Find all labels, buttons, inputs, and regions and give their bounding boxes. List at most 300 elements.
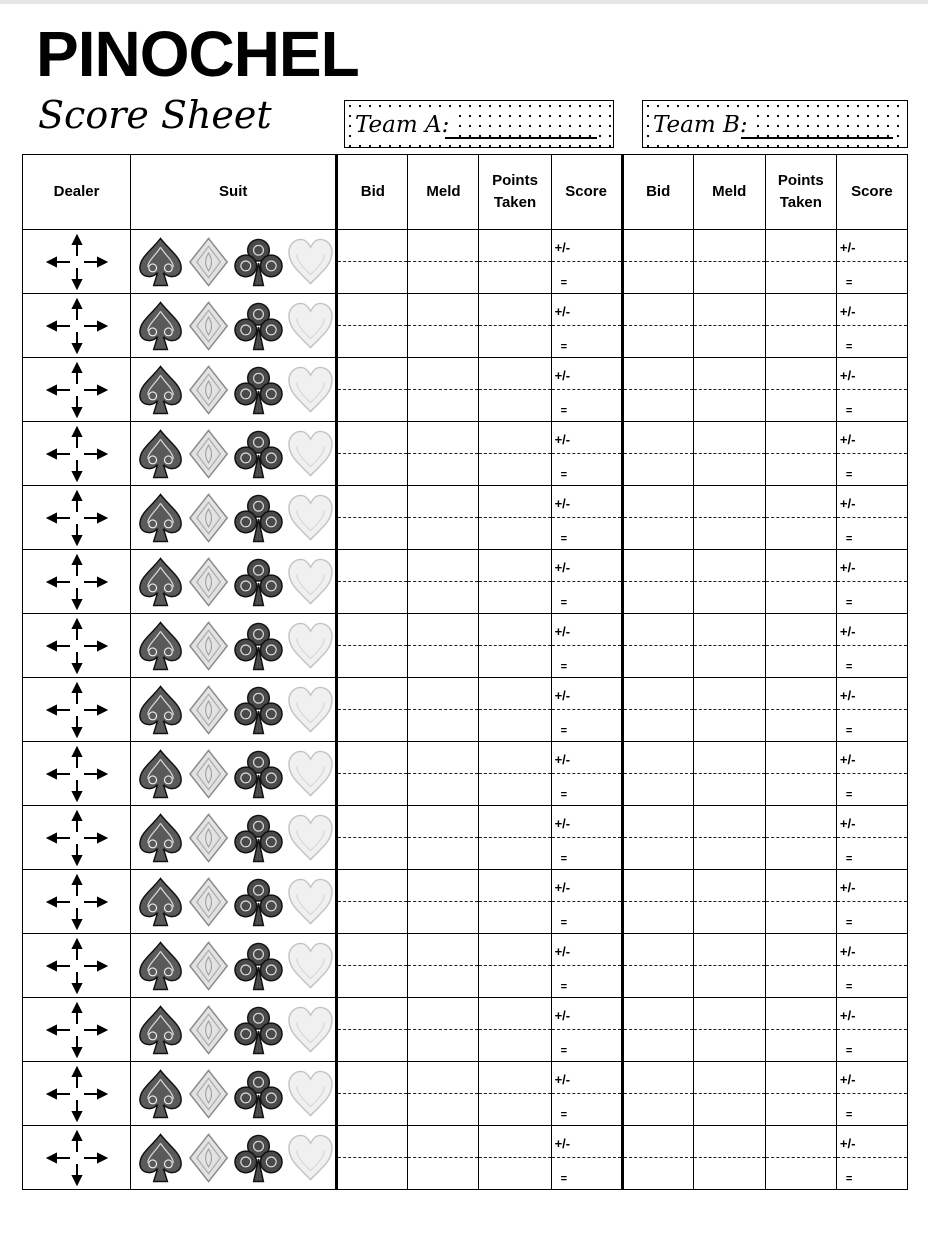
- plus-minus-label: +/-: [839, 880, 856, 895]
- col-suit: Suit: [131, 155, 337, 230]
- team-b-label: Team B:: [653, 112, 748, 138]
- dashed-divider: [552, 837, 621, 838]
- dashed-divider: [479, 453, 550, 454]
- team-b-meld-cell[interactable]: [693, 742, 765, 806]
- dashed-divider: [624, 389, 693, 390]
- col-team-a-bid: Bid: [337, 155, 408, 230]
- team-a-meld-cell[interactable]: [408, 614, 479, 678]
- table-row: [23, 742, 908, 806]
- team-a-meld-cell[interactable]: [408, 934, 479, 998]
- equals-label: =: [845, 917, 853, 929]
- team-b-meld-cell[interactable]: [693, 614, 765, 678]
- dealer-arrows-icon: [23, 426, 130, 482]
- team-b-points-taken-cell[interactable]: [765, 806, 836, 870]
- team-b-points-taken-cell[interactable]: [765, 230, 836, 294]
- suit-icons: [131, 294, 335, 357]
- team-b-points-taken-cell[interactable]: [765, 1062, 836, 1126]
- dashed-divider: [479, 773, 550, 774]
- team-b-meld-cell[interactable]: [693, 934, 765, 998]
- plus-minus-label: +/-: [554, 752, 571, 767]
- team-b-points-taken-cell[interactable]: [765, 550, 836, 614]
- dashed-divider: [694, 645, 765, 646]
- team-a-meld-cell[interactable]: [408, 806, 479, 870]
- dashed-divider: [837, 837, 907, 838]
- team-b-points-taken-cell[interactable]: [765, 422, 836, 486]
- team-a-bid-cell[interactable]: [337, 614, 408, 678]
- dealer-cell[interactable]: [23, 1062, 131, 1126]
- team-a-score-cell[interactable]: [551, 614, 622, 678]
- team-b-bid-cell[interactable]: [622, 1126, 693, 1190]
- club-icon: [233, 875, 284, 929]
- dealer-arrows-icon: [23, 554, 130, 610]
- dashed-divider: [624, 645, 693, 646]
- team-a-score-cell[interactable]: [551, 422, 622, 486]
- equals-label: =: [845, 533, 853, 545]
- team-a-score-cell[interactable]: [551, 1062, 622, 1126]
- dealer-cell[interactable]: [23, 358, 131, 422]
- team-a-meld-cell[interactable]: [408, 1126, 479, 1190]
- team-b-box: [642, 100, 908, 148]
- team-a-bid-cell[interactable]: [337, 742, 408, 806]
- dealer-cell[interactable]: [23, 550, 131, 614]
- team-b-points-taken-cell[interactable]: [765, 358, 836, 422]
- team-a-score-cell[interactable]: [551, 998, 622, 1062]
- spade-icon: [137, 555, 184, 609]
- team-b-score-cell[interactable]: [836, 870, 907, 934]
- plus-minus-label: +/-: [839, 688, 856, 703]
- team-b-score-cell[interactable]: [836, 294, 907, 358]
- dealer-cell[interactable]: [23, 934, 131, 998]
- diamond-icon: [186, 555, 231, 609]
- dashed-divider: [338, 517, 407, 518]
- dashed-divider: [479, 837, 550, 838]
- spade-icon: [137, 747, 184, 801]
- spade-icon: [137, 299, 184, 353]
- dashed-divider: [837, 325, 907, 326]
- team-a-score-cell[interactable]: [551, 742, 622, 806]
- team-b-meld-cell[interactable]: [693, 870, 765, 934]
- team-b-points-taken-cell[interactable]: [765, 1126, 836, 1190]
- col-team-b-meld: Meld: [693, 155, 765, 230]
- dashed-divider: [624, 709, 693, 710]
- spade-icon: [137, 1131, 184, 1185]
- team-b-bid-cell[interactable]: [622, 230, 693, 294]
- team-a-bid-cell[interactable]: [337, 934, 408, 998]
- diamond-icon: [186, 875, 231, 929]
- team-a-points-taken-cell[interactable]: [479, 1126, 551, 1190]
- team-a-label: Team A:: [355, 112, 450, 138]
- diamond-icon: [186, 683, 231, 737]
- dashed-divider: [408, 773, 478, 774]
- club-icon: [233, 1067, 284, 1121]
- team-b-bid-cell[interactable]: [622, 934, 693, 998]
- team-a-bid-cell[interactable]: [337, 422, 408, 486]
- suit-cell[interactable]: [131, 870, 337, 934]
- team-a-name-field[interactable]: [445, 137, 597, 139]
- dashed-divider: [408, 1029, 478, 1030]
- team-b-score-cell[interactable]: [836, 614, 907, 678]
- team-b-points-taken-cell[interactable]: [765, 614, 836, 678]
- spade-icon: [137, 939, 184, 993]
- dashed-divider: [837, 773, 907, 774]
- team-b-score-cell[interactable]: [836, 486, 907, 550]
- plus-minus-label: +/-: [839, 560, 856, 575]
- team-a-meld-cell[interactable]: [408, 550, 479, 614]
- team-b-meld-cell[interactable]: [693, 422, 765, 486]
- col-team-a-meld: Meld: [408, 155, 479, 230]
- dealer-arrows-icon: [23, 490, 130, 546]
- team-a-bid-cell[interactable]: [337, 550, 408, 614]
- team-a-points-taken-cell[interactable]: [479, 678, 551, 742]
- suit-cell[interactable]: [131, 1062, 337, 1126]
- team-a-meld-cell[interactable]: [408, 358, 479, 422]
- dashed-divider: [552, 709, 621, 710]
- dashed-divider: [837, 1157, 907, 1158]
- equals-label: =: [845, 725, 853, 737]
- equals-label: =: [845, 1045, 853, 1057]
- dealer-cell[interactable]: [23, 742, 131, 806]
- plus-minus-label: +/-: [554, 432, 571, 447]
- heart-icon: [286, 1131, 335, 1185]
- suit-cell[interactable]: [131, 358, 337, 422]
- suit-cell[interactable]: [131, 742, 337, 806]
- team-a-score-cell[interactable]: [551, 678, 622, 742]
- table-row: [23, 998, 908, 1062]
- team-a-bid-cell[interactable]: [337, 230, 408, 294]
- heart-icon: [286, 939, 335, 993]
- dashed-divider: [479, 709, 550, 710]
- header-row: [23, 155, 908, 230]
- team-a-points-taken-cell[interactable]: [479, 230, 551, 294]
- equals-label: =: [560, 917, 567, 929]
- diamond-icon: [186, 1003, 231, 1057]
- spade-icon: [137, 1067, 184, 1121]
- dealer-cell[interactable]: [23, 486, 131, 550]
- heart-icon: [286, 619, 335, 673]
- dashed-divider: [552, 965, 621, 966]
- table-row: [23, 486, 908, 550]
- dealer-arrows-icon: [23, 746, 130, 802]
- dashed-divider: [552, 1157, 621, 1158]
- col-team-b-points-taken: Points Taken: [765, 155, 836, 230]
- equals-label: =: [845, 341, 853, 353]
- team-a-score-cell[interactable]: [551, 358, 622, 422]
- team-a-meld-cell[interactable]: [408, 870, 479, 934]
- dashed-divider: [338, 581, 407, 582]
- team-b-bid-cell[interactable]: [622, 550, 693, 614]
- heart-icon: [286, 491, 335, 545]
- dashed-divider: [837, 965, 907, 966]
- equals-label: =: [845, 469, 853, 481]
- team-b-score-cell[interactable]: [836, 998, 907, 1062]
- dashed-divider: [408, 325, 478, 326]
- team-a-meld-cell[interactable]: [408, 742, 479, 806]
- dashed-divider: [338, 645, 407, 646]
- team-a-meld-cell[interactable]: [408, 1062, 479, 1126]
- plus-minus-label: +/-: [839, 816, 856, 831]
- dealer-cell[interactable]: [23, 294, 131, 358]
- plus-minus-label: +/-: [554, 816, 571, 831]
- equals-label: =: [560, 1173, 567, 1185]
- dashed-divider: [479, 1093, 550, 1094]
- suit-cell[interactable]: [131, 422, 337, 486]
- heart-icon: [286, 363, 335, 417]
- equals-label: =: [560, 469, 567, 481]
- dashed-divider: [694, 965, 765, 966]
- team-a-score-cell[interactable]: [551, 550, 622, 614]
- team-b-meld-cell[interactable]: [693, 806, 765, 870]
- team-a-bid-cell[interactable]: [337, 1126, 408, 1190]
- team-b-score-cell[interactable]: [836, 358, 907, 422]
- suit-cell[interactable]: [131, 550, 337, 614]
- dealer-arrows-icon: [23, 938, 130, 994]
- dashed-divider: [766, 901, 836, 902]
- team-b-meld-cell[interactable]: [693, 294, 765, 358]
- heart-icon: [286, 747, 335, 801]
- dashed-divider: [479, 325, 550, 326]
- col-team-a-points-taken: Points Taken: [479, 155, 551, 230]
- plus-minus-label: +/-: [554, 944, 571, 959]
- dashed-divider: [552, 773, 621, 774]
- club-icon: [233, 1003, 284, 1057]
- dashed-divider: [624, 1157, 693, 1158]
- dealer-arrows-icon: [23, 1002, 130, 1058]
- spade-icon: [137, 363, 184, 417]
- suit-cell[interactable]: [131, 998, 337, 1062]
- suit-cell[interactable]: [131, 934, 337, 998]
- equals-label: =: [845, 277, 853, 289]
- team-b-score-cell[interactable]: [836, 230, 907, 294]
- plus-minus-label: +/-: [839, 368, 856, 383]
- team-a-points-taken-cell[interactable]: [479, 422, 551, 486]
- equals-label: =: [845, 789, 853, 801]
- suit-cell[interactable]: [131, 806, 337, 870]
- dashed-divider: [766, 1029, 836, 1030]
- team-b-score-cell[interactable]: [836, 806, 907, 870]
- heart-icon: [286, 299, 335, 353]
- heart-icon: [286, 1003, 335, 1057]
- dashed-divider: [694, 773, 765, 774]
- team-b-score-cell[interactable]: [836, 678, 907, 742]
- team-a-bid-cell[interactable]: [337, 870, 408, 934]
- suit-cell[interactable]: [131, 614, 337, 678]
- team-b-bid-cell[interactable]: [622, 614, 693, 678]
- team-b-meld-cell[interactable]: [693, 358, 765, 422]
- dashed-divider: [694, 517, 765, 518]
- dashed-divider: [479, 261, 550, 262]
- equals-label: =: [845, 405, 853, 417]
- dashed-divider: [408, 837, 478, 838]
- dealer-arrows-icon: [23, 362, 130, 418]
- dashed-divider: [552, 1093, 621, 1094]
- team-a-score-cell[interactable]: [551, 1126, 622, 1190]
- team-b-bid-cell[interactable]: [622, 1062, 693, 1126]
- team-a-bid-cell[interactable]: [337, 294, 408, 358]
- plus-minus-label: +/-: [554, 304, 571, 319]
- dashed-divider: [338, 709, 407, 710]
- dashed-divider: [552, 517, 621, 518]
- team-a-points-taken-cell[interactable]: [479, 550, 551, 614]
- team-a-bid-cell[interactable]: [337, 678, 408, 742]
- suit-cell[interactable]: [131, 678, 337, 742]
- suit-icons: [131, 678, 335, 741]
- equals-label: =: [560, 981, 567, 993]
- team-b-score-cell[interactable]: [836, 1126, 907, 1190]
- suit-cell[interactable]: [131, 1126, 337, 1190]
- team-a-points-taken-cell[interactable]: [479, 742, 551, 806]
- team-b-meld-cell[interactable]: [693, 550, 765, 614]
- plus-minus-label: +/-: [554, 240, 571, 255]
- team-b-bid-cell[interactable]: [622, 422, 693, 486]
- plus-minus-label: +/-: [839, 1136, 856, 1151]
- team-a-bid-cell[interactable]: [337, 998, 408, 1062]
- team-b-points-taken-cell[interactable]: [765, 934, 836, 998]
- team-a-meld-cell[interactable]: [408, 486, 479, 550]
- team-b-score-cell[interactable]: [836, 1062, 907, 1126]
- dealer-cell[interactable]: [23, 806, 131, 870]
- team-a-score-cell[interactable]: [551, 806, 622, 870]
- equals-label: =: [560, 341, 567, 353]
- team-a-score-cell[interactable]: [551, 934, 622, 998]
- team-b-meld-cell[interactable]: [693, 998, 765, 1062]
- plus-minus-label: +/-: [839, 624, 856, 639]
- team-a-meld-cell[interactable]: [408, 998, 479, 1062]
- team-a-points-taken-cell[interactable]: [479, 358, 551, 422]
- suit-icons: [131, 230, 335, 293]
- suit-icons: [131, 870, 335, 933]
- dealer-cell[interactable]: [23, 230, 131, 294]
- dealer-cell[interactable]: [23, 1126, 131, 1190]
- dashed-divider: [694, 261, 765, 262]
- team-a-bid-cell[interactable]: [337, 1062, 408, 1126]
- team-b-points-taken-cell[interactable]: [765, 870, 836, 934]
- dashed-divider: [552, 261, 621, 262]
- team-b-points-taken-cell[interactable]: [765, 998, 836, 1062]
- team-a-score-cell[interactable]: [551, 870, 622, 934]
- equals-label: =: [560, 725, 567, 737]
- team-a-score-cell[interactable]: [551, 294, 622, 358]
- team-a-bid-cell[interactable]: [337, 486, 408, 550]
- team-b-meld-cell[interactable]: [693, 486, 765, 550]
- heart-icon: [286, 235, 335, 289]
- team-a-points-taken-cell[interactable]: [479, 806, 551, 870]
- team-b-points-taken-cell[interactable]: [765, 486, 836, 550]
- diamond-icon: [186, 1131, 231, 1185]
- team-b-meld-cell[interactable]: [693, 678, 765, 742]
- dashed-divider: [837, 581, 907, 582]
- dashed-divider: [694, 581, 765, 582]
- team-b-score-cell[interactable]: [836, 550, 907, 614]
- dashed-divider: [766, 325, 836, 326]
- dealer-cell[interactable]: [23, 678, 131, 742]
- team-a-points-taken-cell[interactable]: [479, 294, 551, 358]
- equals-label: =: [845, 853, 853, 865]
- team-a-bid-cell[interactable]: [337, 358, 408, 422]
- dashed-divider: [694, 1093, 765, 1094]
- team-b-bid-cell[interactable]: [622, 678, 693, 742]
- team-b-score-cell[interactable]: [836, 742, 907, 806]
- team-b-bid-cell[interactable]: [622, 358, 693, 422]
- team-a-points-taken-cell[interactable]: [479, 614, 551, 678]
- heart-icon: [286, 875, 335, 929]
- team-a-bid-cell[interactable]: [337, 806, 408, 870]
- dashed-divider: [552, 325, 621, 326]
- team-b-bid-cell[interactable]: [622, 486, 693, 550]
- dashed-divider: [408, 965, 478, 966]
- col-team-a-score: Score: [551, 155, 622, 230]
- plus-minus-label: +/-: [554, 688, 571, 703]
- dashed-divider: [766, 965, 836, 966]
- dashed-divider: [338, 1029, 407, 1030]
- team-b-name-field[interactable]: [741, 137, 893, 139]
- suit-icons: [131, 742, 335, 805]
- equals-label: =: [845, 981, 853, 993]
- team-a-meld-cell[interactable]: [408, 422, 479, 486]
- plus-minus-label: +/-: [554, 1072, 571, 1087]
- team-b-meld-cell[interactable]: [693, 1126, 765, 1190]
- team-b-meld-cell[interactable]: [693, 230, 765, 294]
- team-a-meld-cell[interactable]: [408, 230, 479, 294]
- dashed-divider: [837, 1029, 907, 1030]
- team-a-meld-cell[interactable]: [408, 294, 479, 358]
- team-b-bid-cell[interactable]: [622, 998, 693, 1062]
- suit-icons: [131, 934, 335, 997]
- dealer-cell[interactable]: [23, 614, 131, 678]
- team-a-score-cell[interactable]: [551, 230, 622, 294]
- dashed-divider: [408, 581, 478, 582]
- team-b-bid-cell[interactable]: [622, 294, 693, 358]
- team-a-points-taken-cell[interactable]: [479, 998, 551, 1062]
- dealer-cell[interactable]: [23, 998, 131, 1062]
- team-b-score-cell[interactable]: [836, 934, 907, 998]
- plus-minus-label: +/-: [554, 1008, 571, 1023]
- team-b-points-taken-cell[interactable]: [765, 294, 836, 358]
- page-title: PINOCHEL: [36, 18, 359, 90]
- team-b-points-taken-cell[interactable]: [765, 742, 836, 806]
- team-b-bid-cell[interactable]: [622, 870, 693, 934]
- team-b-bid-cell[interactable]: [622, 742, 693, 806]
- dealer-cell[interactable]: [23, 422, 131, 486]
- team-a-points-taken-cell[interactable]: [479, 934, 551, 998]
- team-b-bid-cell[interactable]: [622, 806, 693, 870]
- spade-icon: [137, 491, 184, 545]
- dashed-divider: [552, 453, 621, 454]
- table-row: [23, 550, 908, 614]
- team-a-points-taken-cell[interactable]: [479, 870, 551, 934]
- team-a-score-cell[interactable]: [551, 486, 622, 550]
- dealer-cell[interactable]: [23, 870, 131, 934]
- team-b-meld-cell[interactable]: [693, 1062, 765, 1126]
- team-b-points-taken-cell[interactable]: [765, 678, 836, 742]
- club-icon: [233, 235, 284, 289]
- team-a-points-taken-cell[interactable]: [479, 1062, 551, 1126]
- plus-minus-label: +/-: [554, 560, 571, 575]
- team-a-meld-cell[interactable]: [408, 678, 479, 742]
- suit-cell[interactable]: [131, 486, 337, 550]
- suit-cell[interactable]: [131, 230, 337, 294]
- suit-cell[interactable]: [131, 294, 337, 358]
- plus-minus-label: +/-: [839, 1008, 856, 1023]
- team-a-points-taken-cell[interactable]: [479, 486, 551, 550]
- heart-icon: [286, 555, 335, 609]
- suit-icons: [131, 998, 335, 1061]
- equals-label: =: [560, 853, 567, 865]
- plus-minus-label: +/-: [839, 496, 856, 511]
- dashed-divider: [837, 1093, 907, 1094]
- dashed-divider: [479, 1029, 550, 1030]
- col-team-b-score: Score: [836, 155, 907, 230]
- team-b-score-cell[interactable]: [836, 422, 907, 486]
